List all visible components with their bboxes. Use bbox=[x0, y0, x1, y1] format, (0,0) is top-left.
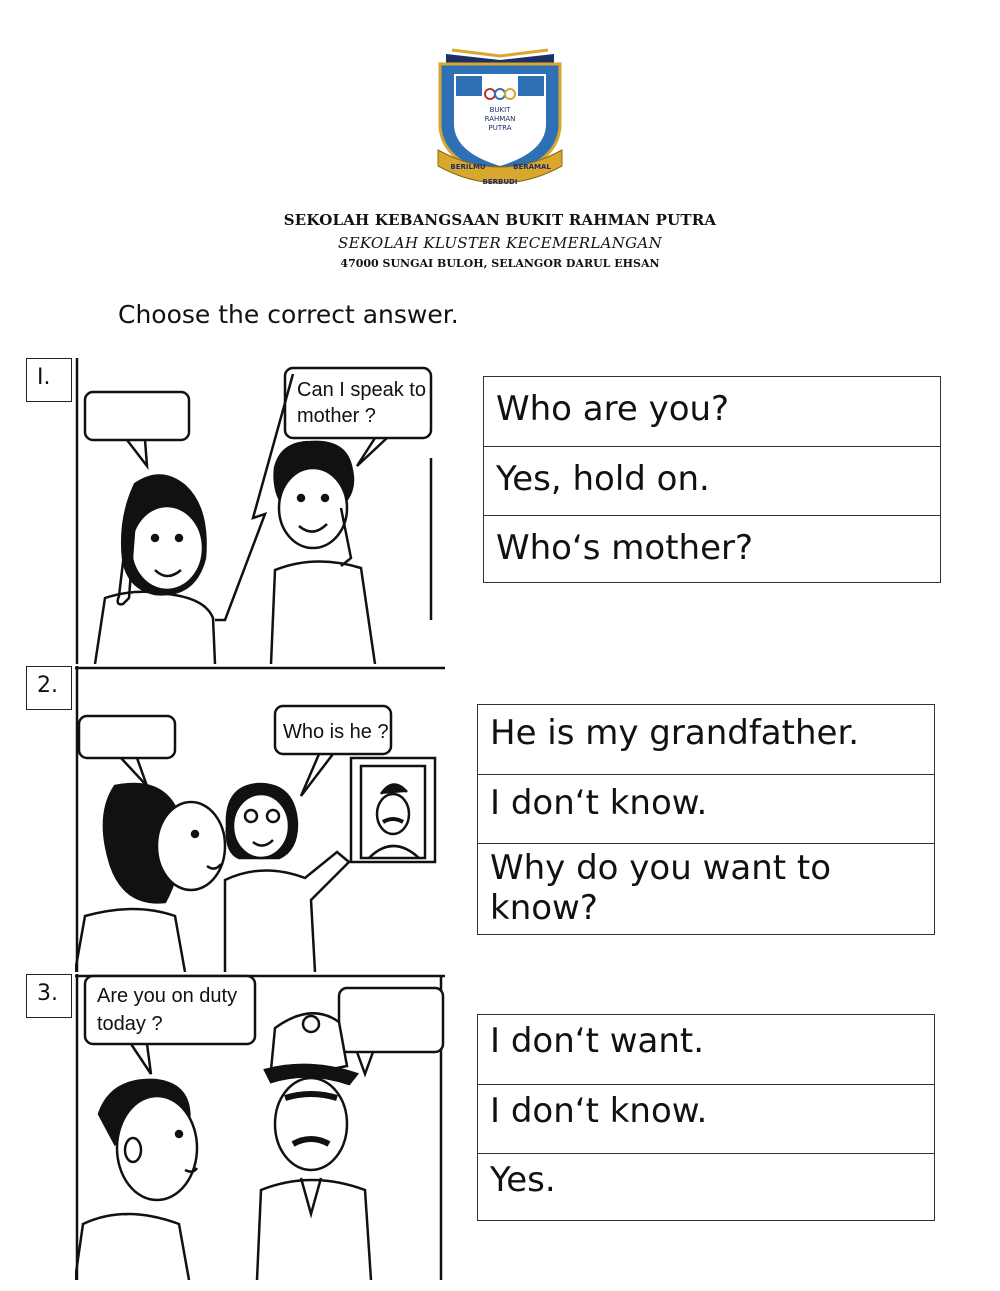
question-1-bubble-line-1: Can I speak to bbox=[297, 379, 426, 401]
question-1-option-1[interactable]: Who are you? bbox=[496, 389, 730, 429]
question-2-bubble-text: Who is he ? bbox=[283, 721, 389, 743]
question-2-option-1[interactable]: He is my grandfather. bbox=[490, 713, 860, 753]
question-3-bubble-line-1: Are you on duty bbox=[97, 985, 238, 1007]
question-3-option-3[interactable]: Yes. bbox=[478, 1153, 934, 1220]
instruction-text: Choose the correct answer. bbox=[118, 300, 459, 329]
question-2-picture bbox=[75, 666, 445, 972]
school-address: 47000 SUNGAI BULOH, SELANGOR DARUL EHSAN bbox=[340, 257, 660, 270]
question-1-option-2[interactable]: Yes, hold on. bbox=[484, 446, 940, 515]
question-1-picture bbox=[75, 358, 445, 664]
question-3-answers bbox=[477, 1014, 935, 1221]
question-3-option-2[interactable]: I don‘t know. bbox=[478, 1084, 934, 1153]
question-2-option-2[interactable]: I don‘t know. bbox=[478, 774, 934, 843]
question-1-number: I. bbox=[26, 358, 72, 402]
question-1-bubble-line-2: mother ? bbox=[297, 405, 376, 427]
question-2-answers bbox=[477, 704, 935, 935]
logo-ribbon-left: BERILMU bbox=[450, 163, 486, 171]
question-2-number: 2. bbox=[26, 666, 72, 710]
school-logo bbox=[432, 44, 568, 192]
question-3-bubble-line-2: today ? bbox=[97, 1013, 163, 1035]
logo-line-3: PUTRA bbox=[488, 124, 512, 132]
question-1-answers bbox=[483, 376, 941, 583]
logo-line-2: RAHMAN bbox=[484, 115, 516, 123]
question-3-option-1[interactable]: I don‘t want. bbox=[490, 1021, 705, 1061]
school-name: SEKOLAH KEBANGSAAN BUKIT RAHMAN PUTRA bbox=[283, 211, 717, 229]
logo-ribbon-bottom: BERBUDI bbox=[482, 178, 518, 186]
school-tagline: SEKOLAH KLUSTER KECEMERLANGAN bbox=[338, 234, 662, 252]
question-1-option-3[interactable]: Who‘s mother? bbox=[484, 515, 940, 582]
logo-line-1: BUKIT bbox=[489, 106, 511, 114]
logo-ribbon-right: BERAMAL bbox=[513, 163, 551, 171]
question-3-picture bbox=[75, 974, 445, 1280]
question-3-number: 3. bbox=[26, 974, 72, 1018]
question-2-option-3[interactable]: Why do you want to know? bbox=[478, 843, 934, 934]
